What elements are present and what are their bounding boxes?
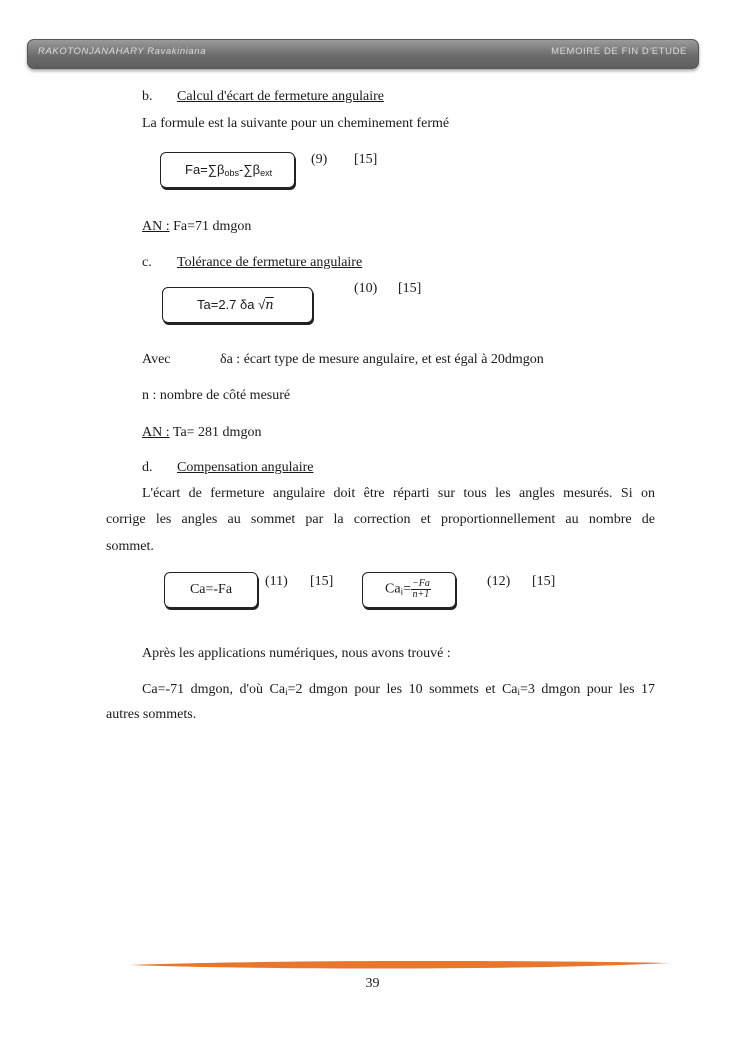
section-c-heading: Tolérance de fermeture angulaire [177,255,363,270]
eq-11-ref: [15] [310,574,334,589]
section-c-letter: c. [142,255,152,270]
para-d-line3: sommet. [106,539,154,554]
formula-fa-prefix: Fa=∑β [185,162,225,177]
avec-text: δa : écart type de mesure angulaire, et est égal à 20dmgon [220,352,544,367]
an-c-label: AN : [142,425,170,440]
page-number: 39 [365,976,380,991]
formula-fa-mid: -∑β [239,162,261,177]
result-intro: Après les applications numériques, nous avons trouvé : [142,646,451,661]
result-sub-2: i [517,687,521,697]
header-title: MEMOIRE DE FIN D'ETUDE [551,46,687,57]
eq-9-ref: [15] [354,152,378,167]
eq-12-number: (12) [487,574,511,589]
result-part-c: =3 dmgon pour les 17 [520,682,656,697]
an-b-label: AN : [142,219,170,234]
section-b-intro: La formule est la suivante pour un cheminement fermé [142,116,450,131]
formula-cai-numerator: −Fa [411,578,430,589]
result-line2: autres sommets. [106,707,197,722]
an-c-value: Ta= 281 dmgon [172,425,262,440]
result-part-b: =2 dmgon pour les 10 sommets et Ca [287,682,518,697]
formula-box-ca [164,572,258,608]
eq-9-number: (9) [311,152,328,167]
formula-cai-eq: = [403,581,411,597]
para-d-line1: L'écart de fermeture angulaire doit être réparti sur tous les angles mesurés. Si on [142,486,655,501]
eq-10-number: (10) [354,281,378,296]
formula-cai-fraction [411,579,431,600]
formula-ta: Ta=2.7 δa √ [197,297,266,312]
result-line1 [142,682,655,698]
formula-ta-var: n [265,298,274,313]
section-d-heading: Compensation angulaire [177,460,314,475]
formula-box-ta [162,287,313,323]
result-part-a: Ca=-71 dmgon, d'où Ca [142,682,286,697]
eq-10-ref: [15] [398,281,422,296]
formula-box-fa [160,152,295,188]
formula-cai-denominator: n+1 [412,589,430,600]
formula-box-cai [362,572,456,608]
header-author: RAKOTONJANAHARY Ravakiniana [38,46,207,57]
eq-11-number: (11) [265,574,288,589]
n-definition: n : nombre de côté mesuré [142,388,291,403]
formula-fa-sub-ext: ext [260,168,273,178]
result-sub-1: i [285,687,288,697]
an-c [142,425,261,441]
avec-label: Avec [142,352,171,367]
footer-swoosh [130,958,670,972]
para-d-line2: corrige les angles au sommet par la correction et proportionnellement au nombre de [106,512,655,527]
formula-fa-sub-obs: obs [224,168,240,178]
section-d-letter: d. [142,460,153,475]
eq-12-ref: [15] [532,574,556,589]
section-b-heading: Calcul d'écart de fermeture angulaire [177,89,384,104]
formula-ca: Ca=-Fa [189,582,233,597]
section-b-letter: b. [142,89,153,104]
formula-cai-prefix: Ca [385,581,401,597]
an-b-value: Fa=71 dmgon [173,219,252,234]
an-b [142,219,251,235]
formula-cai-sub: i [400,586,404,597]
